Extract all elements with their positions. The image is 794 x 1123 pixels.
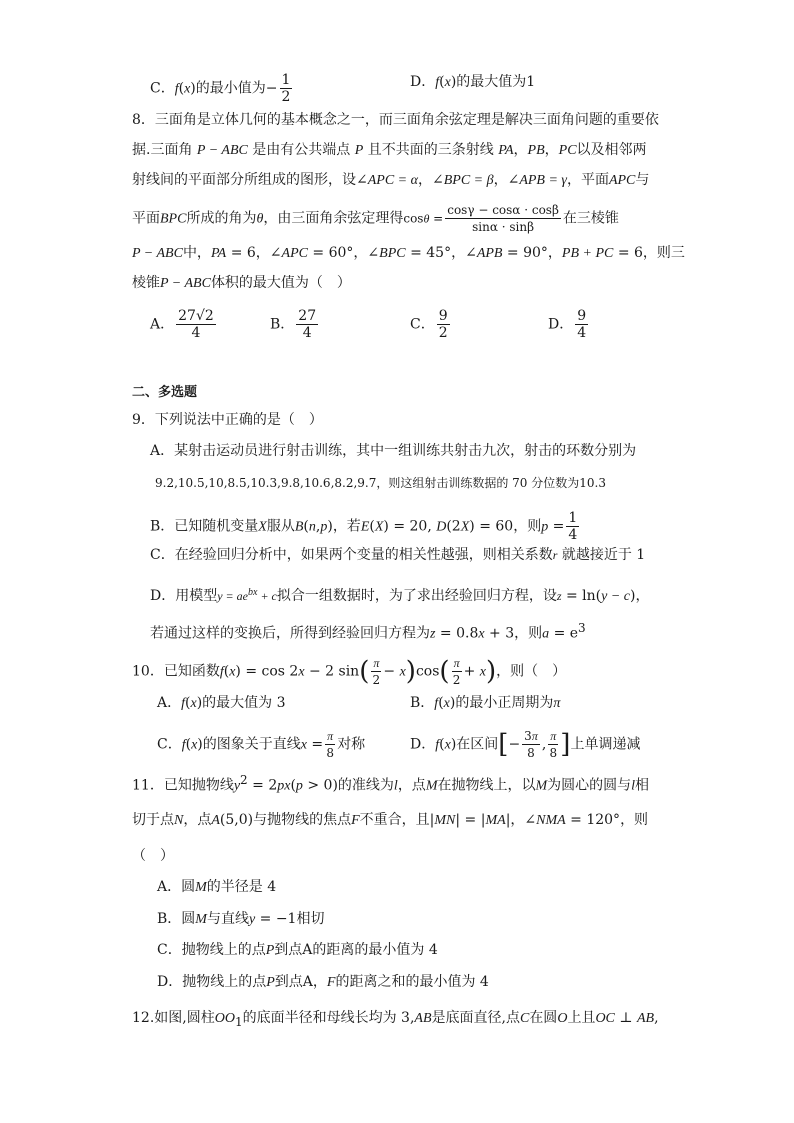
q11-option-a: A．圆M的半径是 4	[157, 879, 277, 895]
q10-stem: 10．已知函数f(x) = cos 2x − 2 sin( $\frac{\pi}{2}$ − x)cos( $\frac{\pi}{2}$ + x)，则（ ）	[132, 656, 567, 687]
q9-option-b: B．已知随机变量X服从B(n,p)，若E(X) = 20, D(2X) = 60，则p = $\frac{1}{4}$	[150, 510, 578, 543]
q10-option-b: B．f(x)的最小正周期为π	[410, 695, 561, 711]
q7-option-c: C．f(x)的最小值为− $\frac{1}{2}$	[150, 72, 291, 105]
q10-option-a: A．f(x)的最大值为 3	[157, 695, 286, 711]
q12-line-1: 12.如图,圆柱$OO_1$的底面半径和母线长均为 3,AB是底面直径,点C在圆O上且OC ⊥ AB,	[132, 1010, 659, 1029]
q11-line-2: 切于点N，点A(5,0)与抛物线的焦点F不重合，且|MN| = |MA|，∠NMA = 120°，则	[132, 812, 649, 828]
q11-line-3: （ ）	[132, 848, 174, 864]
q8-line-1: 8．三面角是立体几何的基本概念之一，而三面角余弦定理是解决三面角问题的重要依	[132, 112, 659, 128]
q8-line-2: 据.三面角 P − ABC 是由有公共端点 P 且不共面的三条射线 PA，PB，PC以及相邻两	[132, 142, 647, 158]
q11-option-b: B．圆M与直线y = −1相切	[157, 911, 325, 927]
q9-option-a-1: A．某射击运动员进行射击训练，其中一组训练共射击九次，射击的环数分别为	[150, 443, 637, 459]
q8-line-6: 棱锥P − ABC体积的最大值为（ ）	[132, 275, 351, 291]
section-title: 二、多选题	[132, 385, 198, 400]
q9-option-a-2: 9.2,10.5,10,8.5,10.3,9.8,10.6,8.2,9.7，则这组射击训练数据的 70 分位数为10.3	[155, 476, 606, 490]
q8-option-a: A． $\frac{27√2}{4}$	[150, 308, 214, 341]
q8-option-d: D． $\frac{9}{4}$	[548, 308, 587, 341]
q7-option-d: D．f(x)的最大值为1	[410, 74, 536, 90]
q11-line-1: 11．已知抛物线$y^2 = 2px(p > 0)$的准线为l，点M在抛物线上，以M为圆心的圆与l相	[132, 773, 650, 794]
q10-option-d: D．f(x)在区间[− $\frac{3\pi}{8}$ , $\frac{\pi}{8}$ ]上单调递减	[410, 729, 641, 760]
q8-line-4: 平面BPC所成的角为θ，由三面角余弦定理得cosθ = $\frac{\cos\gamma - \cos\alpha \cdot \cos\beta}{\sin\alpha \cdot \sin\beta}$ 在三棱锥	[132, 203, 619, 234]
q11-option-d: D．抛物线上的点P到点A，F的距离之和的最小值为 4	[157, 974, 489, 990]
q9-stem: 9．下列说法中正确的是（ ）	[132, 412, 323, 428]
q8-line-3: 射线间的平面部分所组成的图形，设∠APC = α，∠BPC = β，∠APB = γ，平面APC与	[132, 172, 650, 188]
q9-option-d-1: D．用模型$y = ae^{bx} + c$拟合一组数据时，为了求出经验回归方程，设z = ln(y − c)，	[150, 587, 650, 604]
q9-option-c: C．在经验回归分析中，如果两个变量的相关性越强，则相关系数r 就越接近于 1	[150, 547, 646, 563]
q8-line-5: P − ABC中，PA = 6，∠APC = 60°，∠BPC = 45°，∠APB = 90°，PB + PC = 6，则三	[132, 245, 685, 261]
q8-option-b: B． $\frac{27}{4}$	[270, 308, 317, 341]
q8-option-c: C． $\frac{9}{2}$	[410, 308, 448, 341]
q9-option-d-2: 若通过这样的变换后，所得到经验回归方程为z = 0.8x + 3，则$a = e^3$	[150, 621, 586, 642]
q10-option-c: C．f(x)的图象关于直线x = $\frac{\pi}{8}$ 对称	[157, 729, 366, 760]
q11-option-c: C．抛物线上的点P到点A的距离的最小值为 4	[157, 942, 438, 958]
